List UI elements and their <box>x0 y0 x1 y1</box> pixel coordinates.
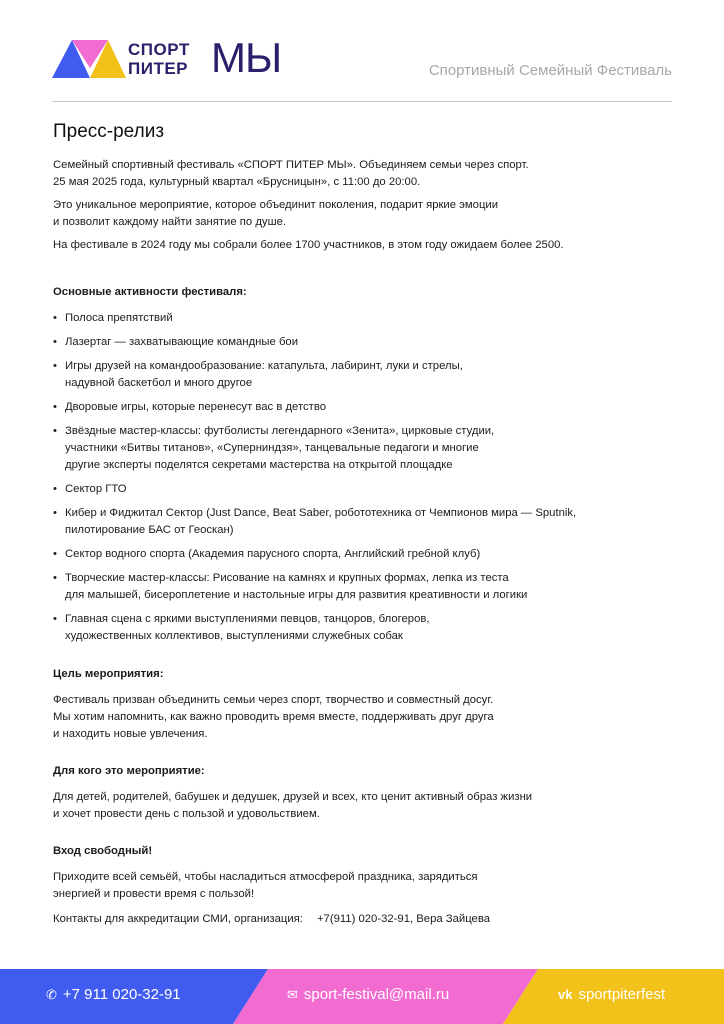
goal-text: Фестиваль призван объединить семьи через спорт, творчество и совместный досуг. Мы хотим напомнить, как важно проводить время вместе, поддерживать друг друга и находить новые увлечения. <box>53 694 494 740</box>
mail-icon: ✉ <box>287 986 298 1002</box>
list-item: • Сектор ГТО <box>53 481 673 498</box>
list-item: • Звёздные мастер-классы: футболисты легендарного «Зенита», цирковые студии, участники «Битвы титанов», «Суперниндзя», танцевальные педагоги и многие другие эксперты поделятся секретами мастерства на открытой площадке <box>53 423 673 474</box>
logo-line-1: СПОРТ <box>128 40 190 59</box>
intro-paragraph-3: На фестивале в 2024 году мы собрали более 1700 участников, в этом году ожидаем более 2500. <box>53 239 564 251</box>
goal-title: Цель мероприятия: <box>53 668 164 680</box>
footer-email-link[interactable] <box>287 986 449 1003</box>
intro-paragraph-2: Это уникальное мероприятие, которое объединит поколения, подарит яркие эмоции и позволит каждому найти занятие по душе. <box>53 199 499 228</box>
logo-triangles-icon <box>52 40 128 80</box>
activities-title: Основные активности фестиваля: <box>53 286 247 298</box>
media-contacts <box>53 913 490 925</box>
festival-tagline: Спортивный Семейный Фестиваль <box>428 62 672 79</box>
footer-bar <box>0 969 724 1024</box>
list-item: • Сектор водного спорта (Академия парусного спорта, Английский гребной клуб) <box>53 546 673 563</box>
list-item: • Лазертаг — захватывающие командные бои <box>53 334 673 351</box>
brand-logo <box>52 34 292 81</box>
contacts-value: +7(911) 020-32-91, Вера Зайцева <box>316 913 490 925</box>
entry-title: Вход свободный! <box>53 845 153 857</box>
footer-phone-link[interactable] <box>46 986 181 1003</box>
footer-email: sport-festival@mail.ru <box>303 986 450 1003</box>
footer-vk-link[interactable] <box>558 986 665 1003</box>
audience-title: Для кого это мероприятие: <box>53 765 205 777</box>
phone-icon: ✆ <box>46 986 57 1002</box>
list-item: • Творческие мастер-классы: Рисование на камнях и крупных формах, лепка из теста для малышей, бисероплетение и настольные игры для развития креативности и логики <box>53 570 673 604</box>
intro-paragraph-1: Семейный спортивный фестиваль «СПОРТ ПИТЕР МЫ». Объединяем семьи через спорт. 25 мая 2025 года, культурный квартал «Брусницын», с 11:00 до 20:00. <box>53 159 529 188</box>
audience-text: Для детей, родителей, бабушек и дедушек, друзей и всех, кто ценит активный образ жизни и хочет провести день с пользой и удовольствием. <box>53 791 533 820</box>
logo-line-2: ПИТЕР <box>128 59 188 78</box>
activities-list <box>53 310 673 645</box>
footer-phone: +7 911 020-32-91 <box>62 986 181 1003</box>
header-divider <box>52 101 672 102</box>
press-release-body <box>53 120 673 909</box>
vk-icon: vk <box>558 987 573 1002</box>
contacts-label: Контакты для аккредитации СМИ, организация: <box>53 913 303 925</box>
list-item: • Кибер и Фиджитал Сектор (Just Dance, Beat Saber, робототехника от Чемпионов мира — Sputnik, пилотирование БАС от Геоскан) <box>53 505 673 539</box>
logo-my: МЫ <box>211 34 282 81</box>
list-item: • Игры друзей на командообразование: катапульта, лабиринт, луки и стрелы, надувной баскетбол и много другое <box>53 358 673 392</box>
page-title: Пресс-релиз <box>53 121 165 142</box>
entry-text: Приходите всей семьёй, чтобы насладиться атмосферой праздника, зарядиться энергией и провести время с пользой! <box>53 871 478 900</box>
list-item: • Главная сцена с яркими выступлениями певцов, танцоров, блогеров, художественных коллективов, выступлениями служебных собак <box>53 611 673 645</box>
list-item: • Полоса препятствий <box>53 310 673 327</box>
footer-vk: sportpiterfest <box>578 986 666 1003</box>
list-item: • Дворовые игры, которые перенесут вас в детство <box>53 399 673 416</box>
